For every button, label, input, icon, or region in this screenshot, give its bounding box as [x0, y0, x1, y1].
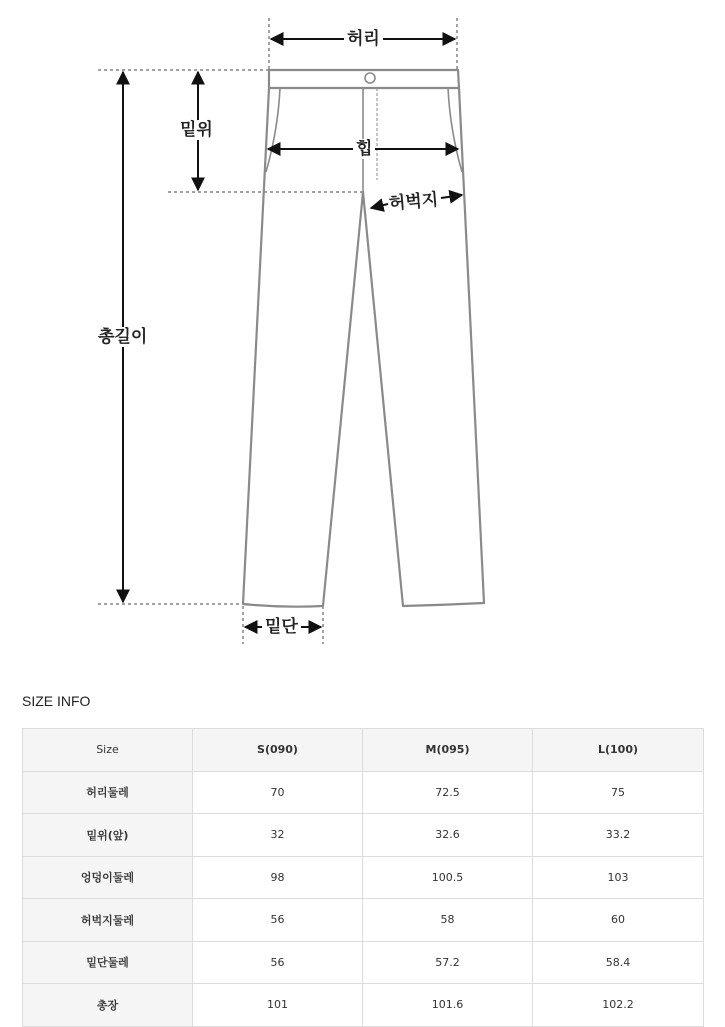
row-label: 엉덩이둘레 [23, 856, 193, 899]
table-cell: 32.6 [363, 814, 533, 857]
row-label: 허리둘레 [23, 771, 193, 814]
hem-label: 밑단 [262, 617, 301, 637]
table-row [23, 771, 704, 814]
table-cell: 32 [193, 814, 363, 857]
table-cell: 56 [193, 899, 363, 942]
table-cell: 56 [193, 941, 363, 984]
table-cell: 103 [533, 856, 704, 899]
table-cell: 75 [533, 771, 704, 814]
table-row [23, 856, 704, 899]
table-cell: 60 [533, 899, 704, 942]
table-cell: 57.2 [363, 941, 533, 984]
header-cell: S(090) [193, 729, 363, 772]
table-header-row [23, 729, 704, 772]
table-cell: 102.2 [533, 984, 704, 1027]
table-cell: 100.5 [363, 856, 533, 899]
table-row [23, 814, 704, 857]
thigh-arrow-left [371, 204, 388, 208]
size-table [22, 728, 704, 1027]
table-cell: 72.5 [363, 771, 533, 814]
row-label: 허벅지둘레 [23, 899, 193, 942]
table-cell: 70 [193, 771, 363, 814]
row-label: 밑단둘레 [23, 941, 193, 984]
table-row [23, 899, 704, 942]
header-cell: Size [23, 729, 193, 772]
table-cell: 58 [363, 899, 533, 942]
rise-label: 밑위 [177, 120, 216, 140]
waist-label: 허리 [344, 29, 383, 49]
row-label: 총장 [23, 984, 193, 1027]
table-row [23, 941, 704, 984]
table-cell: 98 [193, 856, 363, 899]
measure-arrows [123, 39, 462, 627]
table-cell: 101 [193, 984, 363, 1027]
table-row [23, 984, 704, 1027]
thigh-arrow-right [441, 195, 462, 198]
table-cell: 58.4 [533, 941, 704, 984]
header-cell: L(100) [533, 729, 704, 772]
total-length-label: 총길이 [95, 327, 150, 347]
size-info-title: SIZE INFO [22, 693, 91, 709]
thigh-label: 허벅지 [388, 189, 440, 215]
hip-label: 힙 [353, 139, 375, 159]
table-cell: 33.2 [533, 814, 704, 857]
row-label: 밑위(앞) [23, 814, 193, 857]
button-icon [365, 73, 375, 83]
header-cell: M(095) [363, 729, 533, 772]
table-cell: 101.6 [363, 984, 533, 1027]
